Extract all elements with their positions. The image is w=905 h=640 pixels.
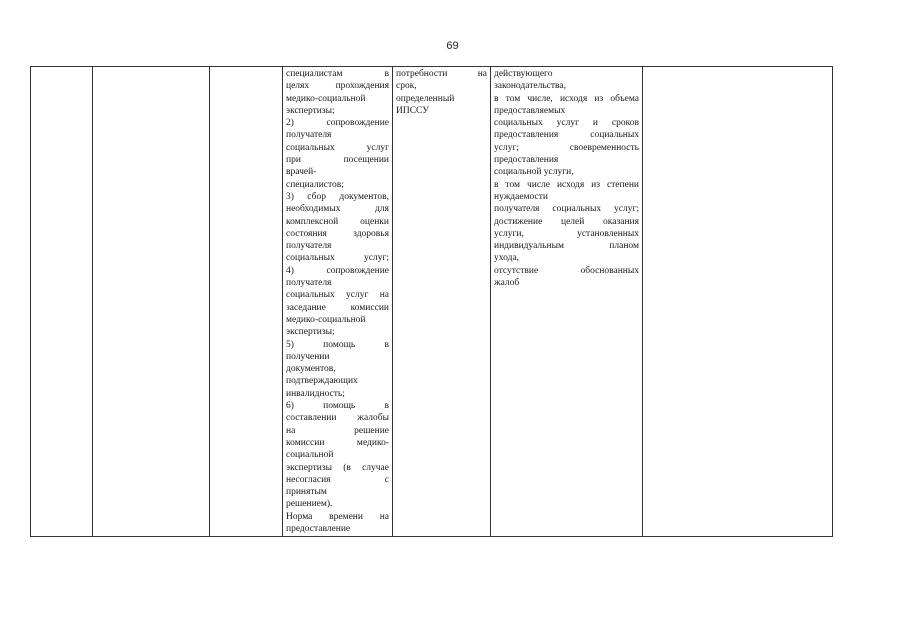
cell-line: потребности на <box>396 69 487 79</box>
cell-line: инвалидность; <box>286 388 345 399</box>
cell-line: 5) помощь в <box>286 339 389 350</box>
table-row <box>31 67 833 537</box>
cell-line: получателя социальных услуг; <box>494 204 639 215</box>
cell-line: жалоб <box>494 278 520 289</box>
cell-line: на решение <box>286 425 389 436</box>
cell-line: врачей- <box>286 167 317 178</box>
cell-line: заседание комиссии <box>286 302 389 313</box>
cell-line: социальной <box>286 450 334 461</box>
cell-line: решением). <box>286 499 333 510</box>
cell-line: Норма времени на <box>286 511 389 522</box>
cell-line: экспертизы; <box>286 327 335 338</box>
cell-line: экспертизы (в случае <box>286 462 389 473</box>
cell-line: предоставление <box>286 523 351 534</box>
cell-line: 3) сбор документов, <box>286 191 389 202</box>
cell-line: в том числе исходя из степени <box>494 179 639 190</box>
cell-line: предоставляемых <box>494 105 566 116</box>
cell-line: социальных услуг и сроков <box>494 118 639 129</box>
cell-line: медико-социальной <box>286 314 366 325</box>
cell-line: социальных услуг <box>286 142 389 153</box>
table-cell-col3 <box>210 67 283 537</box>
cell-line: получателя <box>286 278 332 289</box>
cell-line: получателя <box>286 241 332 252</box>
cell-line: при посещении <box>286 155 389 166</box>
table-cell-service-content <box>283 67 393 537</box>
cell-line: документов, <box>286 364 336 375</box>
cell-line: социальных услуг; <box>286 253 389 264</box>
services-table <box>30 66 833 537</box>
cell-line: подтверждающих <box>286 376 358 387</box>
table-cell-service-term <box>393 67 491 537</box>
cell-line: услуг; своевременность <box>494 142 639 153</box>
cell-line: законодательства, <box>494 81 566 92</box>
cell-line: ухода, <box>494 253 520 264</box>
cell-line: целях прохождения <box>286 81 389 92</box>
cell-line: определенный <box>396 93 455 104</box>
cell-line: предоставления <box>494 155 559 166</box>
cell-line: услуги, установленных <box>494 228 639 239</box>
cell-line: достижение целей оказания <box>494 216 639 227</box>
cell-line: получении <box>286 351 330 362</box>
cell-line: специалистов; <box>286 179 344 190</box>
table-cell-col2 <box>93 67 210 537</box>
cell-line: в том числе, исходя из объема <box>494 93 639 104</box>
cell-line: отсутствие обоснованных <box>494 265 639 276</box>
cell-line: составлении жалобы <box>286 413 389 424</box>
cell-line: медико-социальной <box>286 93 366 104</box>
cell-line: предоставления социальных <box>494 130 639 141</box>
cell-line: несогласия с <box>286 474 389 485</box>
cell-line: комплексной оценки <box>286 216 389 227</box>
table-cell-col7 <box>643 67 833 537</box>
cell-line: принятым <box>286 487 327 498</box>
cell-line: действующего <box>494 69 553 79</box>
cell-line: срок, <box>396 81 417 92</box>
cell-line: 4) сопровождение <box>286 265 389 276</box>
cell-line: получателя <box>286 130 332 141</box>
cell-line: специалистам в <box>286 69 389 79</box>
table-cell-quality-indicators <box>491 67 643 537</box>
cell-line: нуждаемости <box>494 191 548 202</box>
cell-line: социальной услуги, <box>494 167 574 178</box>
cell-line: ИПССУ <box>396 105 429 116</box>
cell-line: индивидуальным планом <box>494 241 639 252</box>
cell-line: социальных услуг на <box>286 290 389 301</box>
page-number: 69 <box>446 40 459 52</box>
cell-line: комиссии медико- <box>286 437 389 448</box>
cell-line: экспертизы; <box>286 105 335 116</box>
cell-line: 6) помощь в <box>286 401 389 412</box>
cell-line: необходимых для <box>286 204 389 215</box>
cell-line: состояния здоровья <box>286 228 389 239</box>
table-cell-col1 <box>31 67 93 537</box>
cell-line: 2) сопровождение <box>286 118 389 129</box>
